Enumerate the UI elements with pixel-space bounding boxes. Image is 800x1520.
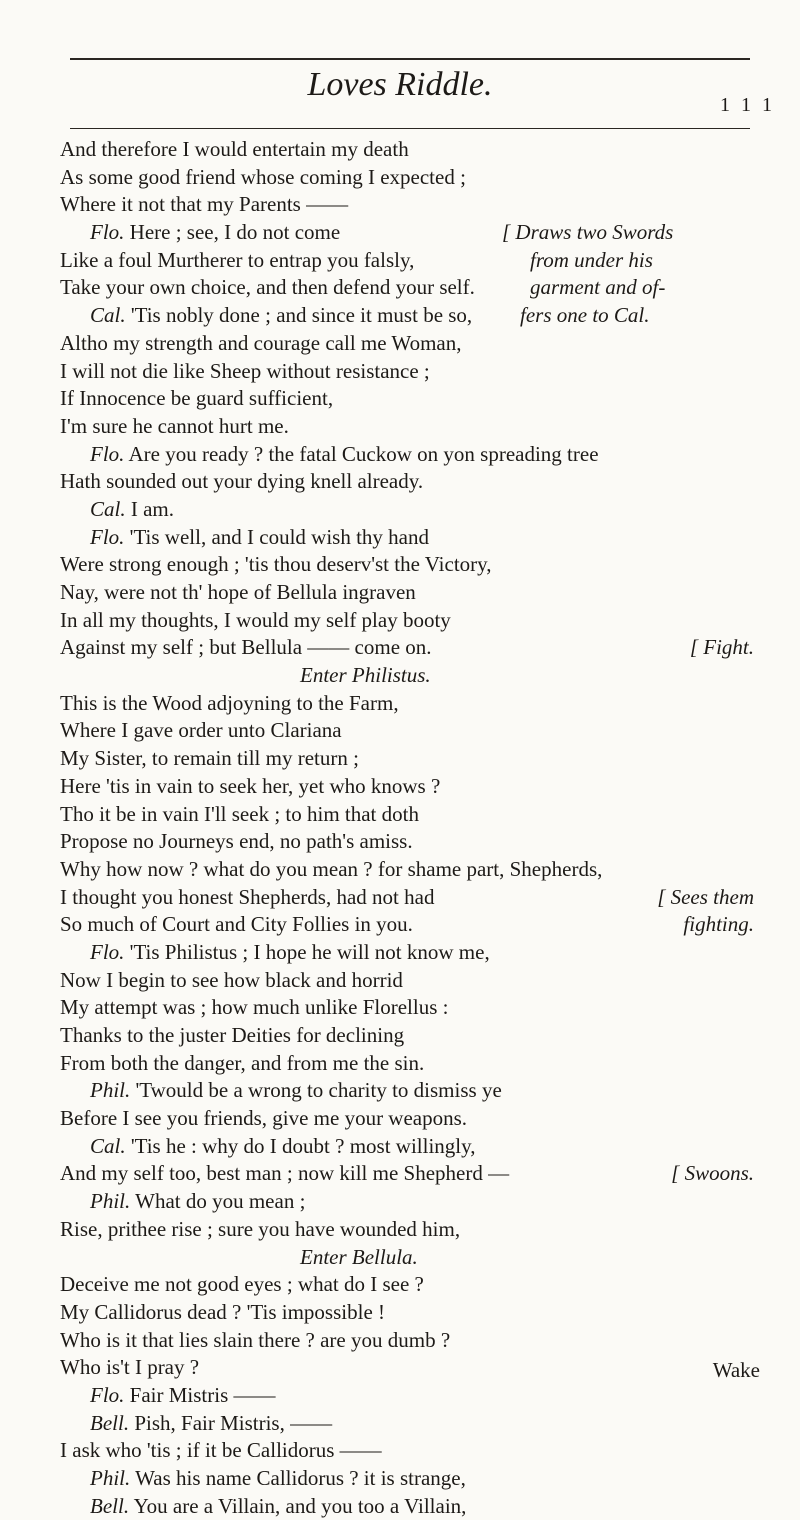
line-text: You are a Villain, and you too a Villain, (133, 1493, 467, 1518)
verse-line (60, 634, 760, 662)
verse-line (60, 302, 760, 330)
verse-line (60, 773, 760, 801)
verse-line (60, 496, 760, 524)
line-text: Before I see you friends, give me your weapons. (60, 1106, 468, 1131)
line-text: So much of Court and City Follies in you. (60, 912, 413, 937)
line-text: Who is't I pray ? (60, 1355, 200, 1380)
verse-line (60, 1465, 760, 1493)
line-text: Were strong enough ; 'tis thou deserv'st the Victory, (60, 552, 492, 577)
line-text: Who is it that lies slain there ? are you dumb ? (60, 1327, 451, 1352)
verse-line (60, 939, 760, 967)
speaker-prefix: Cal. (90, 1133, 126, 1158)
verse-line (60, 1022, 760, 1050)
line-text: Enter Philistus. (300, 663, 431, 688)
line-text: Propose no Journeys end, no path's amiss. (60, 829, 413, 854)
line-text: If Innocence be guard sufficient, (60, 386, 334, 411)
page-number: 1 1 1 (720, 94, 775, 116)
stage-direction: [ Fight. (689, 635, 754, 660)
verse-line (60, 1382, 760, 1410)
line-text: My Callidorus dead ? 'Tis impossible ! (60, 1299, 386, 1324)
verse-line (60, 579, 760, 607)
line-text: Take your own choice, and then defend your self. (60, 275, 475, 300)
line-text: 'Tis nobly done ; and since it must be so, (130, 303, 473, 328)
verse-line (60, 551, 760, 579)
verse-line (60, 385, 760, 413)
line-text: My Sister, to remain till my return ; (60, 746, 359, 771)
line-text: Here 'tis in vain to seek her, yet who knows ? (60, 773, 441, 798)
line-text: Enter Bellula. (300, 1244, 418, 1269)
verse-line (60, 967, 760, 995)
header-rule (70, 128, 750, 129)
verse-line (60, 1050, 760, 1078)
line-text: 'Twould be a wrong to charity to dismiss ye (135, 1078, 502, 1103)
line-text: 'Tis well, and I could wish thy hand (129, 524, 430, 549)
verse-line (60, 358, 760, 386)
verse-line (60, 1410, 760, 1438)
verse-line (60, 911, 760, 939)
line-text: Thanks to the juster Deities for declining (60, 1023, 405, 1047)
stage-direction: [ Sees them (657, 884, 754, 909)
verse-line (60, 413, 760, 441)
line-text: Like a foul Murtherer to entrap you falsly, (60, 247, 415, 272)
verse-line (60, 164, 760, 192)
speaker-prefix: Cal. (90, 496, 126, 521)
speaker-prefix: Bell. (90, 1493, 130, 1518)
line-text: Altho my strength and courage call me Woman, (60, 330, 462, 355)
verse-line (60, 1299, 760, 1327)
verse-line (60, 136, 760, 164)
verse-line (60, 191, 760, 219)
verse-line (60, 856, 760, 884)
verse-line (60, 1077, 760, 1105)
speaker-prefix: Phil. (90, 1189, 131, 1214)
stage-direction: [ Draws two Swords (502, 220, 674, 245)
line-text: I'm sure he cannot hurt me. (60, 413, 289, 438)
speaker-prefix: Flo. (90, 939, 125, 964)
verse-line (60, 1216, 760, 1244)
verse-line (60, 1493, 760, 1520)
speaker-prefix: Phil. (90, 1466, 131, 1490)
verse-line (60, 1271, 760, 1299)
line-text: Against my self ; but Bellula —— come on. (60, 635, 432, 660)
line-text: Rise, prithee rise ; sure you have wounded him, (60, 1216, 461, 1241)
verse-line (60, 1188, 760, 1216)
verse-line (60, 884, 760, 912)
verse-line (60, 219, 760, 247)
verse-line (60, 745, 760, 773)
line-text: As some good friend whose coming I expected ; (60, 164, 466, 189)
verse-line (60, 247, 760, 275)
speaker-prefix: Flo. (90, 524, 125, 549)
line-text: And my self too, best man ; now kill me Shepherd — (60, 1161, 510, 1186)
verse-line (60, 607, 760, 635)
line-text: 'Tis Philistus ; I hope he will not know me, (129, 939, 490, 964)
line-text: I ask who 'tis ; if it be Callidorus —— (60, 1438, 382, 1463)
verse-line (60, 330, 760, 358)
catchword: Wake (712, 1358, 760, 1382)
verse-line (60, 690, 760, 718)
verse-line (60, 468, 760, 496)
verse-line (60, 717, 760, 745)
play-text (60, 136, 760, 1520)
verse-line (60, 1354, 760, 1382)
line-text: I am. (130, 496, 174, 521)
line-text: Was his name Callidorus ? it is strange, (135, 1466, 466, 1490)
stage-direction: fers one to Cal. (520, 303, 650, 328)
verse-line (60, 441, 760, 469)
line-text: From both the danger, and from me the sin. (60, 1050, 425, 1075)
verse-line (60, 1105, 760, 1133)
stage-direction: from under his (530, 247, 653, 272)
line-text: And therefore I would entertain my death (60, 137, 409, 161)
stage-direction: garment and of- (530, 275, 666, 300)
verse-line (60, 1160, 760, 1188)
line-text: Nay, were not th' hope of Bellula ingraven (60, 580, 416, 604)
line-text: My attempt was ; how much unlike Florellus : (60, 995, 449, 1020)
speaker-prefix: Cal. (90, 303, 126, 328)
verse-line (60, 801, 760, 829)
line-text: Are you ready ? the fatal Cuckow on yon spreading tree (128, 441, 599, 466)
line-text: Tho it be in vain I'll seek ; to him that doth (60, 801, 419, 826)
line-text: 'Tis he : why do I doubt ? most willingly, (130, 1133, 476, 1158)
line-text: In all my thoughts, I would my self play booty (60, 607, 451, 632)
speaker-prefix: Flo. (90, 1382, 125, 1407)
line-text: Fair Mistris —— (129, 1382, 276, 1407)
running-head: Loves Riddle. (307, 66, 493, 103)
speaker-prefix: Flo. (90, 441, 125, 466)
line-text: Hath sounded out your dying knell already. (60, 469, 424, 494)
line-text: Where it not that my Parents —— (60, 192, 349, 217)
line-text: Pish, Fair Mistris, —— (134, 1410, 333, 1435)
stage-entrance (60, 1244, 760, 1272)
speaker-prefix: Flo. (90, 220, 125, 245)
speaker-prefix: Phil. (90, 1078, 131, 1103)
speaker-prefix: Bell. (90, 1410, 130, 1435)
line-text: This is the Wood adjoyning to the Farm, (60, 690, 399, 715)
line-text: I will not die like Sheep without resistance ; (60, 358, 430, 383)
verse-line (60, 524, 760, 552)
stage-direction: [ Swoons. (671, 1161, 754, 1186)
line-text: I thought you honest Shepherds, had not had (60, 884, 435, 909)
line-text: Why how now ? what do you mean ? for shame part, Shepherds, (60, 856, 603, 881)
line-text: Here ; see, I do not come (129, 220, 341, 245)
verse-line (60, 1327, 760, 1355)
line-text: Where I gave order unto Clariana (60, 718, 342, 743)
verse-line (60, 1437, 760, 1465)
line-text: Now I begin to see how black and horrid (60, 967, 403, 992)
top-rule (70, 58, 750, 60)
stage-direction: fighting. (683, 912, 754, 937)
verse-line (60, 994, 760, 1022)
verse-line (60, 828, 760, 856)
line-text: Deceive me not good eyes ; what do I see ? (60, 1272, 424, 1297)
verse-line (60, 274, 760, 302)
stage-entrance (60, 662, 760, 690)
line-text: What do you mean ; (135, 1189, 306, 1214)
verse-line (60, 1133, 760, 1161)
